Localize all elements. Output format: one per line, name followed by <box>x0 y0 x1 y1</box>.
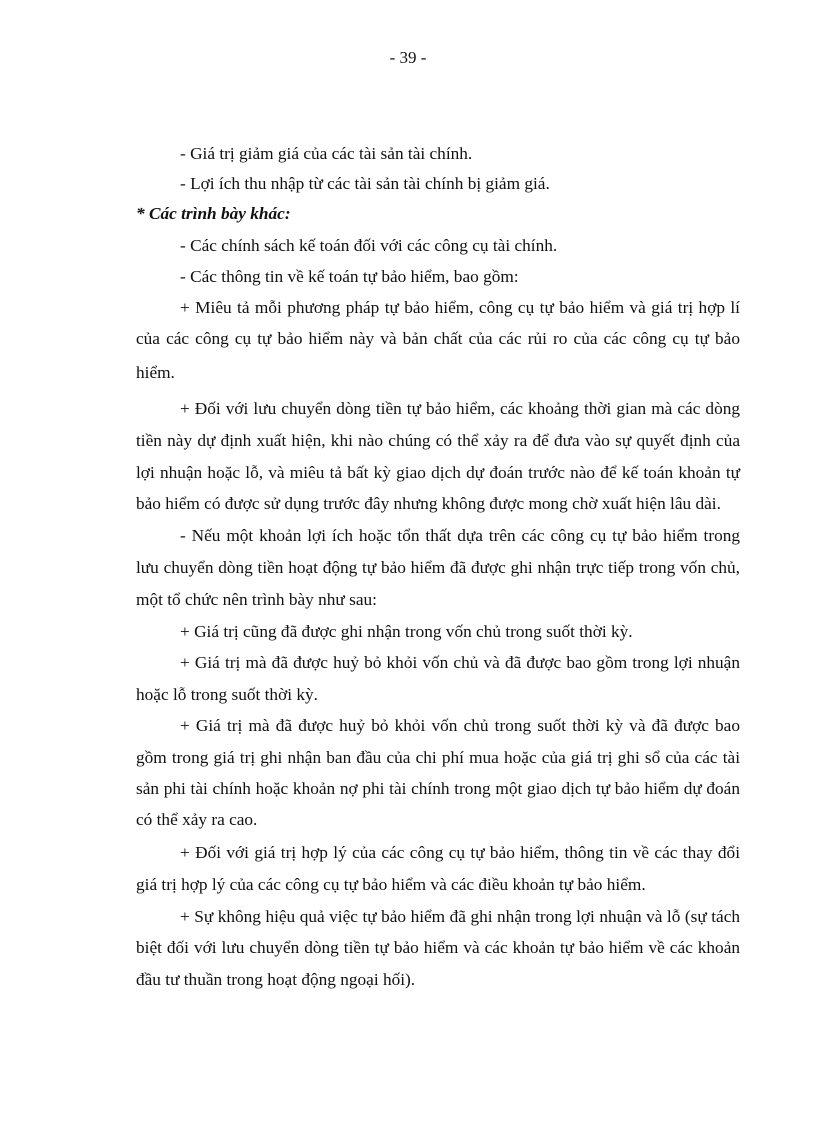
text-line: + Giá trị mà đã được huỷ bỏ khỏi vốn chủ và đã được bao gồm trong lợi nhuận <box>180 653 740 672</box>
text-line: đầu tư thuần trong hoạt động ngoại hối). <box>136 970 416 989</box>
text-line: - Các thông tin về kế toán tự bảo hiểm, bao gồm: <box>180 267 519 286</box>
text-line: - Lợi ích thu nhập từ các tài sản tài chính bị giảm giá. <box>180 174 550 193</box>
text-line: tiền này dự định xuất hiện, khi nào chúng có thể xảy ra để đưa vào sự quyết định của <box>136 431 740 450</box>
text-line: + Đối với lưu chuyển dòng tiền tự bảo hiểm, các khoảng thời gian mà các dòng <box>180 399 740 418</box>
text-line: - Nếu một khoản lợi ích hoặc tổn thất dựa trên các công cụ tự bảo hiểm trong <box>180 526 740 545</box>
text-line: lưu chuyển dòng tiền hoạt động tự bảo hiểm đã được ghi nhận trực tiếp trong vốn chủ, <box>136 558 740 577</box>
text-line: + Giá trị mà đã được huỷ bỏ khỏi vốn chủ trong suốt thời kỳ và đã được bao <box>180 716 740 735</box>
text-line: gồm trong giá trị ghi nhận ban đầu của chi phí mua hoặc của giá trị ghi sổ của các tài <box>136 748 740 767</box>
text-line: hoặc lỗ trong suốt thời kỳ. <box>136 685 318 704</box>
text-line: biệt đối với lưu chuyển dòng tiền tự bảo hiểm và các khoản tự bảo hiểm về các khoản <box>136 938 740 957</box>
page-number: - 39 - <box>389 48 427 67</box>
text-line: lợi nhuận hoặc lỗ, và miêu tả bất kỳ giao dịch dự đoán trước nào để kế toán khoản tự <box>136 463 740 482</box>
text-line: + Sự không hiệu quả việc tự bảo hiểm đã ghi nhận trong lợi nhuận và lỗ (sự tách <box>180 907 740 926</box>
text-line: sản phi tài chính hoặc khoản nợ phi tài chính trong một giao dịch tự bảo hiểm dự đoán <box>136 779 740 798</box>
section-heading: * Các trình bày khác: <box>136 204 291 223</box>
text-line: một tổ chức nên trình bày như sau: <box>136 590 377 609</box>
text-line: + Giá trị cũng đã được ghi nhận trong vốn chủ trong suốt thời kỳ. <box>180 622 633 641</box>
text-line: - Giá trị giảm giá của các tài sản tài chính. <box>180 144 473 163</box>
text-line: bảo hiểm có được sử dụng trước đây nhưng không được mong chờ xuất hiện lâu dài. <box>136 494 721 513</box>
text-line: giá trị hợp lý của các công cụ tự bảo hiểm và các điều khoản tự bảo hiểm. <box>136 875 646 894</box>
text-line: - Các chính sách kế toán đối với các công cụ tài chính. <box>180 236 558 255</box>
text-line: + Đối với giá trị hợp lý của các công cụ tự bảo hiểm, thông tin về các thay đổi <box>180 843 740 862</box>
text-line: của các công cụ tự bảo hiểm này và bản chất của các rủi ro của các công cụ tự bảo <box>136 329 740 348</box>
text-line: có thể xảy ra cao. <box>136 810 258 829</box>
text-line: + Miêu tả mỗi phương pháp tự bảo hiểm, công cụ tự bảo hiểm và giá trị hợp lí <box>180 298 740 317</box>
text-line: hiểm. <box>136 363 175 382</box>
